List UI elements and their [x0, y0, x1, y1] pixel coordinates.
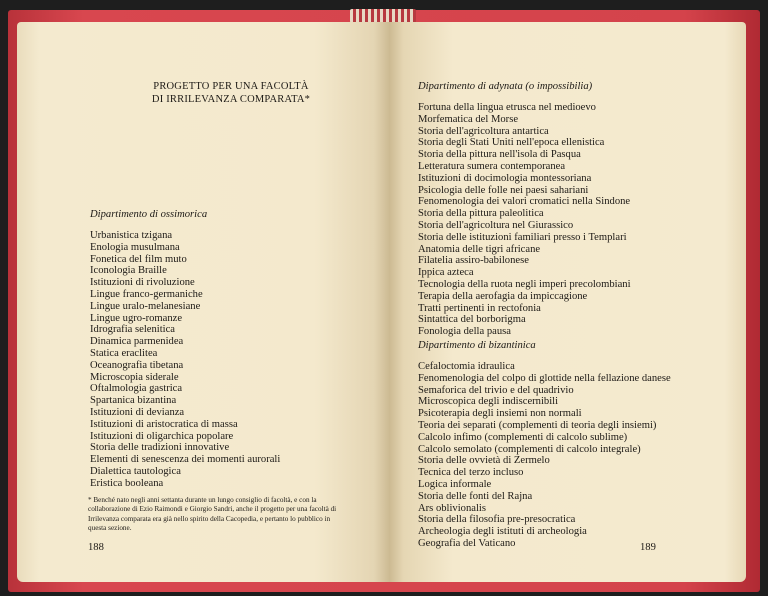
course-item: Idrografia selenitica — [90, 324, 175, 336]
course-item: Iconologia Braille — [90, 265, 167, 277]
course-item: Storia dell'agricoltura nel Giurassico — [418, 219, 574, 231]
course-item: Storia dell'agricoltura antartica — [418, 125, 549, 137]
dept-heading-adynata: Dipartimento di adynata (o impossibilia) — [418, 81, 593, 92]
course-item: Storia delle tradizioni innovative — [90, 442, 230, 454]
course-item: Storia delle istituzioni familiari presso i Templari — [418, 231, 627, 243]
course-item: Dialettica tautologica — [90, 465, 181, 477]
title-line-1: PROGETTO PER UNA FACOLTÀ — [153, 81, 309, 92]
course-item: Fonologia della pausa — [418, 326, 511, 338]
course-item: Istituzioni di devianza — [90, 406, 185, 418]
page-number-left: 188 — [88, 542, 104, 553]
course-item: Statica eraclitea — [90, 347, 158, 359]
course-item: Istituzioni di aristocratica di massa — [90, 418, 238, 430]
course-item: Tratti pertinenti in rectofonia — [418, 302, 541, 314]
course-item: Anatomia delle tigri africane — [418, 243, 541, 255]
course-item: Microscopia siderale — [90, 371, 179, 383]
course-item: Lingue uralo-melanesiane — [90, 300, 201, 312]
course-item: Semaforica del trivio e del quadrivio — [418, 384, 574, 396]
course-item: Fortuna della lingua etrusca nel medioevo — [418, 102, 596, 113]
dept-heading-ossimorica: Dipartimento di ossimorica — [90, 209, 208, 220]
course-item: Oftalmologia gastrica — [90, 383, 183, 395]
course-list-bizantinica — [418, 361, 671, 550]
course-item: Storia delle fonti del Rajna — [418, 490, 533, 502]
course-item: Filatelia assiro-babilonese — [418, 255, 529, 267]
course-item: Ars oblivionalis — [418, 502, 486, 514]
page-number-right: 189 — [640, 542, 656, 553]
course-item: Letteratura sumera contemporanea — [418, 160, 566, 172]
course-item: Oceanografia tibetana — [90, 359, 184, 371]
course-item: Teoria dei separati (complementi di teoria degli insiemi) — [418, 419, 657, 431]
course-item: Morfematica del Morse — [418, 113, 519, 125]
course-item: Lingue ugro-romanze — [90, 312, 183, 324]
course-item: Lingue franco-germaniche — [90, 288, 203, 300]
course-item: Fonetica del film muto — [90, 253, 187, 265]
course-item: Ippica azteca — [418, 267, 474, 279]
course-item: Enologia musulmana — [90, 241, 180, 253]
course-item: Eristica booleana — [90, 477, 164, 489]
course-item: Istituzioni di rivoluzione — [90, 277, 195, 289]
course-item: Istituzioni di docimologia montessoriana — [418, 172, 592, 184]
course-item: Terapia della aerofagia da impiccagione — [418, 290, 588, 302]
course-item: Fenomenologia dei valori cromatici nella Sindone — [418, 196, 631, 208]
course-item: Sintattica del borborigma — [418, 314, 526, 326]
course-item: Microscopica degli indiscernibili — [418, 396, 559, 408]
course-item: Archeologia degli istituti di archeologia — [418, 526, 587, 538]
right-page — [389, 22, 746, 582]
course-list-adynata — [418, 102, 631, 338]
left-page — [17, 22, 389, 582]
course-item: Storia della pittura nell'isola di Pasqua — [418, 149, 581, 161]
footnote: * Benché nato negli anni settanta durante un lungo consiglio di facoltà, e con la collaborazione di Ezio Raimondi e Giorgio Sandri, anche il progetto per una facoltà di Irrilevanza comparata era già nello spirito della Cacopedia, e pertanto lo pubblico in questa sezione. — [88, 496, 337, 533]
course-item: Logica informale — [418, 478, 492, 490]
course-item: Storia della pittura paleolitica — [418, 208, 544, 220]
course-item: Spartanica bizantina — [90, 395, 177, 407]
page-title — [151, 80, 311, 106]
course-item: Dinamica parmenidea — [90, 336, 184, 348]
course-item: Elementi di senescenza dei momenti aurorali — [90, 454, 281, 466]
course-item: Tecnologia della ruota negli imperi precolombiani — [418, 278, 631, 290]
course-item: Cefaloctomia idraulica — [418, 361, 515, 372]
course-item: Storia degli Stati Uniti nell'epoca ellenistica — [418, 137, 605, 149]
course-item: Tecnica del terzo incluso — [418, 467, 524, 479]
course-item: Calcolo semolato (complementi di calcolo integrale) — [418, 443, 641, 455]
course-item: Istituzioni di oligarchica popolare — [90, 430, 234, 442]
course-item: Psicologia delle folle nei paesi sahariani — [418, 184, 589, 196]
course-item: Storia delle ovvietà di Zermelo — [418, 455, 550, 467]
course-item: Fenomenologia del colpo di glottide nella fellazione danese — [418, 372, 671, 384]
course-item: Urbanistica tzigana — [90, 230, 173, 241]
course-item: Geografia del Vaticano — [418, 537, 516, 549]
course-list-ossimorica — [90, 230, 280, 490]
title-line-2: DI IRRILEVANZA COMPARATA* — [151, 94, 311, 105]
course-item: Psicoterapia degli insiemi non normali — [418, 408, 582, 420]
book-headband — [350, 9, 416, 23]
course-item: Calcolo infimo (complementi di calcolo sublime) — [418, 431, 628, 443]
dept-heading-bizantinica: Dipartimento di bizantinica — [418, 340, 536, 351]
course-item: Storia della filosofia pre-presocratica — [418, 514, 576, 526]
